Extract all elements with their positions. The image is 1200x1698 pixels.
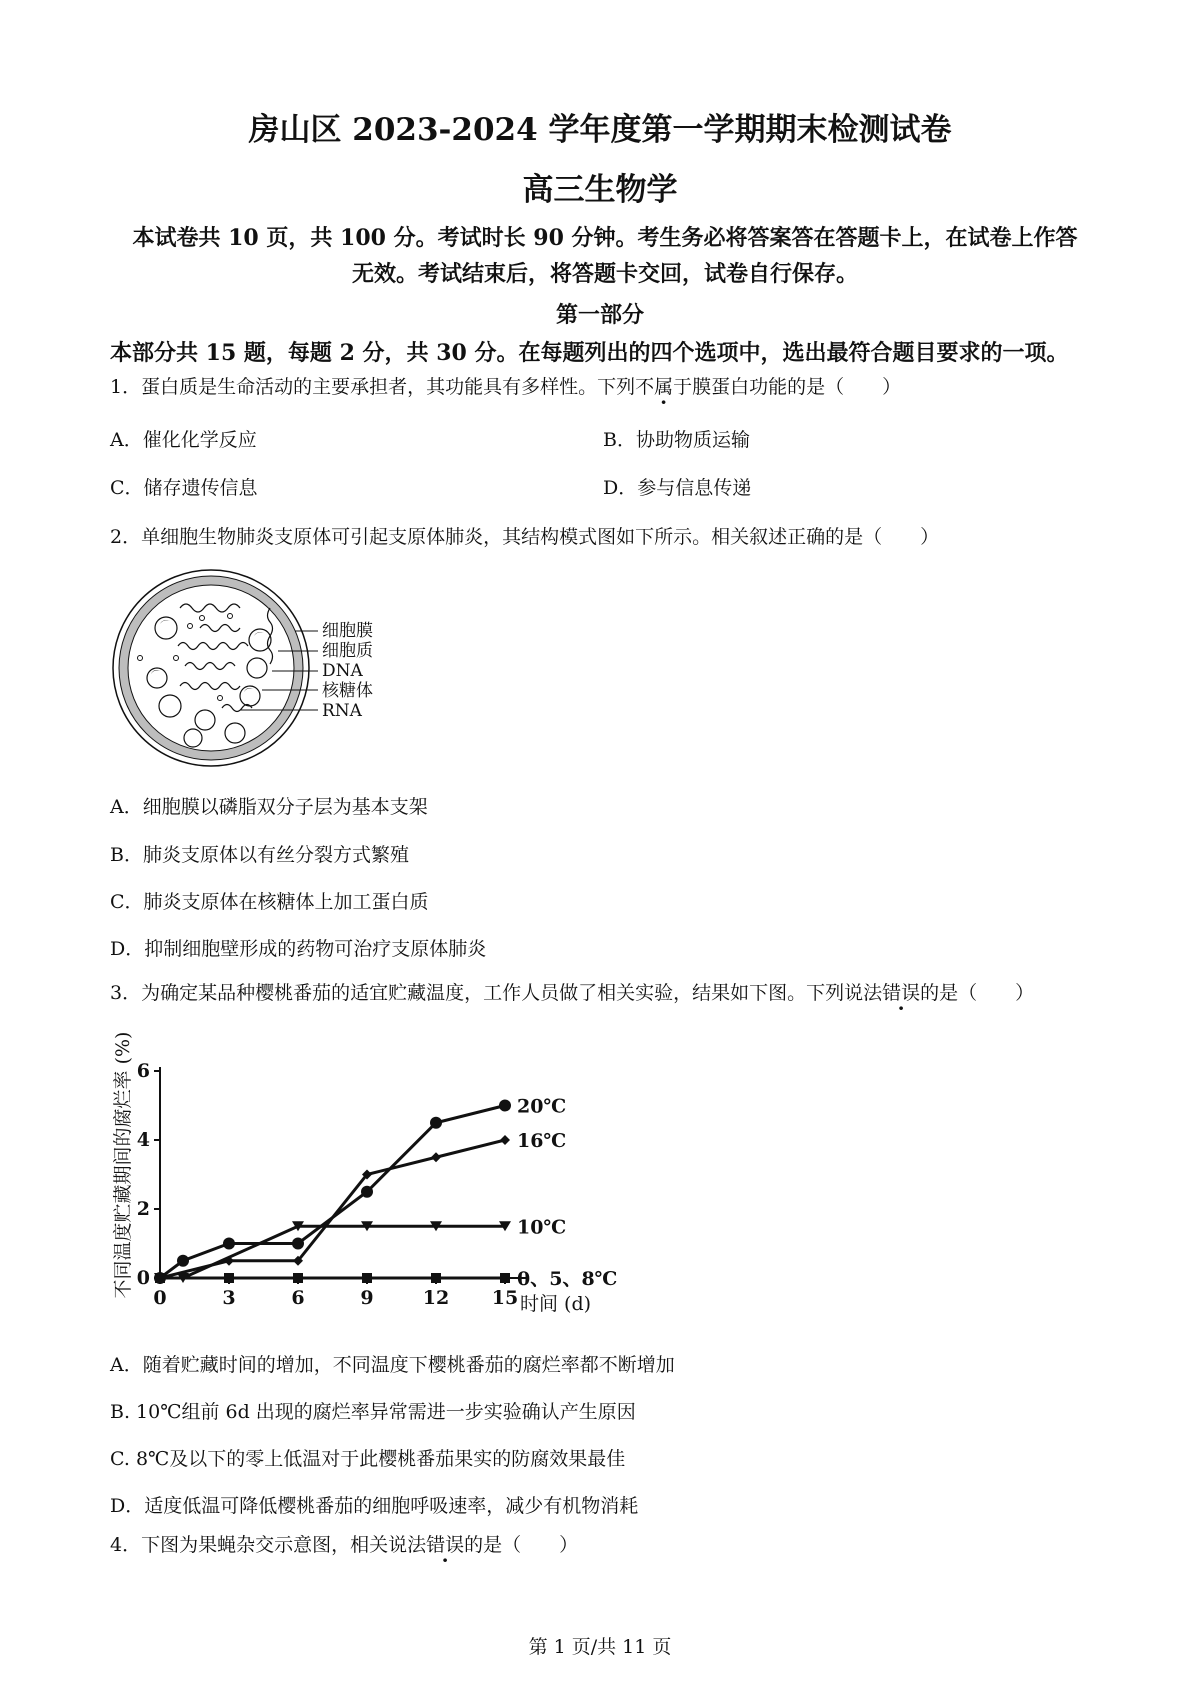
question-1-stem xyxy=(110,372,901,399)
x-tick-label: 9 xyxy=(360,1287,374,1309)
data-point-square xyxy=(293,1273,303,1283)
data-point-square xyxy=(224,1273,234,1283)
emphasis-dot-text: 不属于 xyxy=(635,376,693,398)
question-2-option-b: B．肺炎支原体以有丝分裂方式繁殖 xyxy=(110,844,409,866)
question-3-stem-part: 3．为确定某品种樱桃番茄的适宜贮藏温度，工作人员做了相关实验，结果如下图。下列说法 xyxy=(110,982,883,1004)
x-tick-label: 0 xyxy=(153,1287,167,1309)
y-tick-label: 0 xyxy=(136,1267,150,1289)
y-tick-label: 4 xyxy=(136,1129,150,1151)
label-rna: RNA xyxy=(322,701,362,721)
y-tick-label: 6 xyxy=(136,1060,150,1082)
emphasis-dot-text: 错误 xyxy=(882,982,921,1004)
data-point-circle xyxy=(177,1255,189,1267)
series-label: 20℃ xyxy=(517,1095,567,1118)
data-point-circle xyxy=(292,1238,304,1250)
x-tick-label: 6 xyxy=(291,1287,305,1309)
x-tick-label: 12 xyxy=(422,1287,450,1309)
chart-xlabel: 时间 (d) xyxy=(520,1293,592,1315)
question-3-stem-part: 的是（ ） xyxy=(920,982,1035,1004)
label-ribosome: 核糖体 xyxy=(322,681,373,701)
chart-ylabel: 不同温度贮藏期间的腐烂率 (%) xyxy=(112,1031,134,1299)
question-3-option-c: C. 8℃及以下的零上低温对于此樱桃番茄果实的防腐效果最佳 xyxy=(110,1448,626,1470)
exam-notice xyxy=(110,220,1100,292)
question-4-stem xyxy=(110,1530,578,1557)
data-point-square xyxy=(431,1273,441,1283)
exam-subtitle: 高三生物学 xyxy=(522,172,678,208)
data-point-circle xyxy=(499,1100,511,1112)
question-1-option-d: D．参与信息传递 xyxy=(603,477,752,499)
question-4-stem-part: 4．下图为果蝇杂交示意图，相关说法 xyxy=(110,1534,427,1556)
question-1-stem-part: 1．蛋白质是生命活动的主要承担者，其功能具有多样性。下列 xyxy=(110,376,636,398)
series-label: 16℃ xyxy=(517,1130,567,1152)
question-3-option-b: B. 10℃组前 6d 出现的腐烂率异常需进一步实验确认产生原因 xyxy=(110,1401,636,1423)
label-dna: DNA xyxy=(322,661,363,681)
rot-rate-chart xyxy=(105,1020,625,1320)
exam-title: 房山区 2023-2024 学年度第一学期期末检测试卷 xyxy=(248,112,952,148)
notice-line-1: 本试卷共 10 页，共 100 分。考试时长 90 分钟。考生务必将答案答在答题卡上，在试卷上作答 xyxy=(132,225,1078,251)
data-point-diamond xyxy=(431,1152,441,1162)
section-instructions: 本部分共 15 题，每题 2 分，共 30 分。在每题列出的四个选项中，选出最符合题目要求的一项。 xyxy=(110,340,1069,366)
mycoplasma-diagram xyxy=(110,568,430,768)
data-point-circle xyxy=(223,1238,235,1250)
question-1-option-a: A．催化化学反应 xyxy=(110,429,257,451)
question-1-option-b: B．协助物质运输 xyxy=(603,429,750,451)
x-tick-label: 15 xyxy=(491,1287,519,1309)
series-label: 10℃ xyxy=(517,1216,567,1239)
question-3-option-a: A．随着贮藏时间的增加，不同温度下樱桃番茄的腐烂率都不断增加 xyxy=(110,1354,675,1376)
data-point-circle xyxy=(430,1117,442,1129)
data-point-circle xyxy=(361,1186,373,1198)
question-2-stem: 2．单细胞生物肺炎支原体可引起支原体肺炎，其结构模式图如下所示。相关叙述正确的是（ ） xyxy=(110,526,940,548)
notice-line-2: 无效。考试结束后，将答题卡交回，试卷自行保存。 xyxy=(351,261,858,287)
part-title: 第一部分 xyxy=(555,302,644,328)
label-cell-membrane: 细胞膜 xyxy=(322,621,373,641)
series-line xyxy=(160,1106,505,1279)
question-1-stem-part: 膜蛋白功能的是（ ） xyxy=(692,376,902,398)
question-2-option-a: A．细胞膜以磷脂双分子层为基本支架 xyxy=(110,796,428,818)
data-point-square xyxy=(362,1273,372,1283)
x-tick-label: 3 xyxy=(222,1287,236,1309)
data-point-square xyxy=(155,1273,165,1283)
emphasis-dot-text: 错误 xyxy=(426,1534,465,1556)
question-2-option-d: D．抑制细胞壁形成的药物可治疗支原体肺炎 xyxy=(110,938,487,960)
series-line xyxy=(160,1226,505,1278)
data-point-square xyxy=(500,1273,510,1283)
question-4-stem-part: 的是（ ） xyxy=(464,1534,579,1556)
chart-series-group xyxy=(154,1096,617,1291)
data-point-diamond xyxy=(500,1135,510,1145)
series-line xyxy=(160,1140,505,1278)
question-2-option-c: C．肺炎支原体在核糖体上加工蛋白质 xyxy=(110,891,429,913)
y-tick-label: 2 xyxy=(136,1198,150,1220)
label-cytoplasm: 细胞质 xyxy=(322,641,373,661)
question-3-stem xyxy=(110,978,1034,1005)
series-label: 0、5、8℃ xyxy=(517,1268,618,1290)
question-3-option-d: D．适度低温可降低樱桃番茄的细胞呼吸速率，减少有机物消耗 xyxy=(110,1495,639,1517)
question-1-option-c: C．储存遗传信息 xyxy=(110,477,258,499)
page-footer: 第 1 页/共 11 页 xyxy=(528,1636,672,1658)
